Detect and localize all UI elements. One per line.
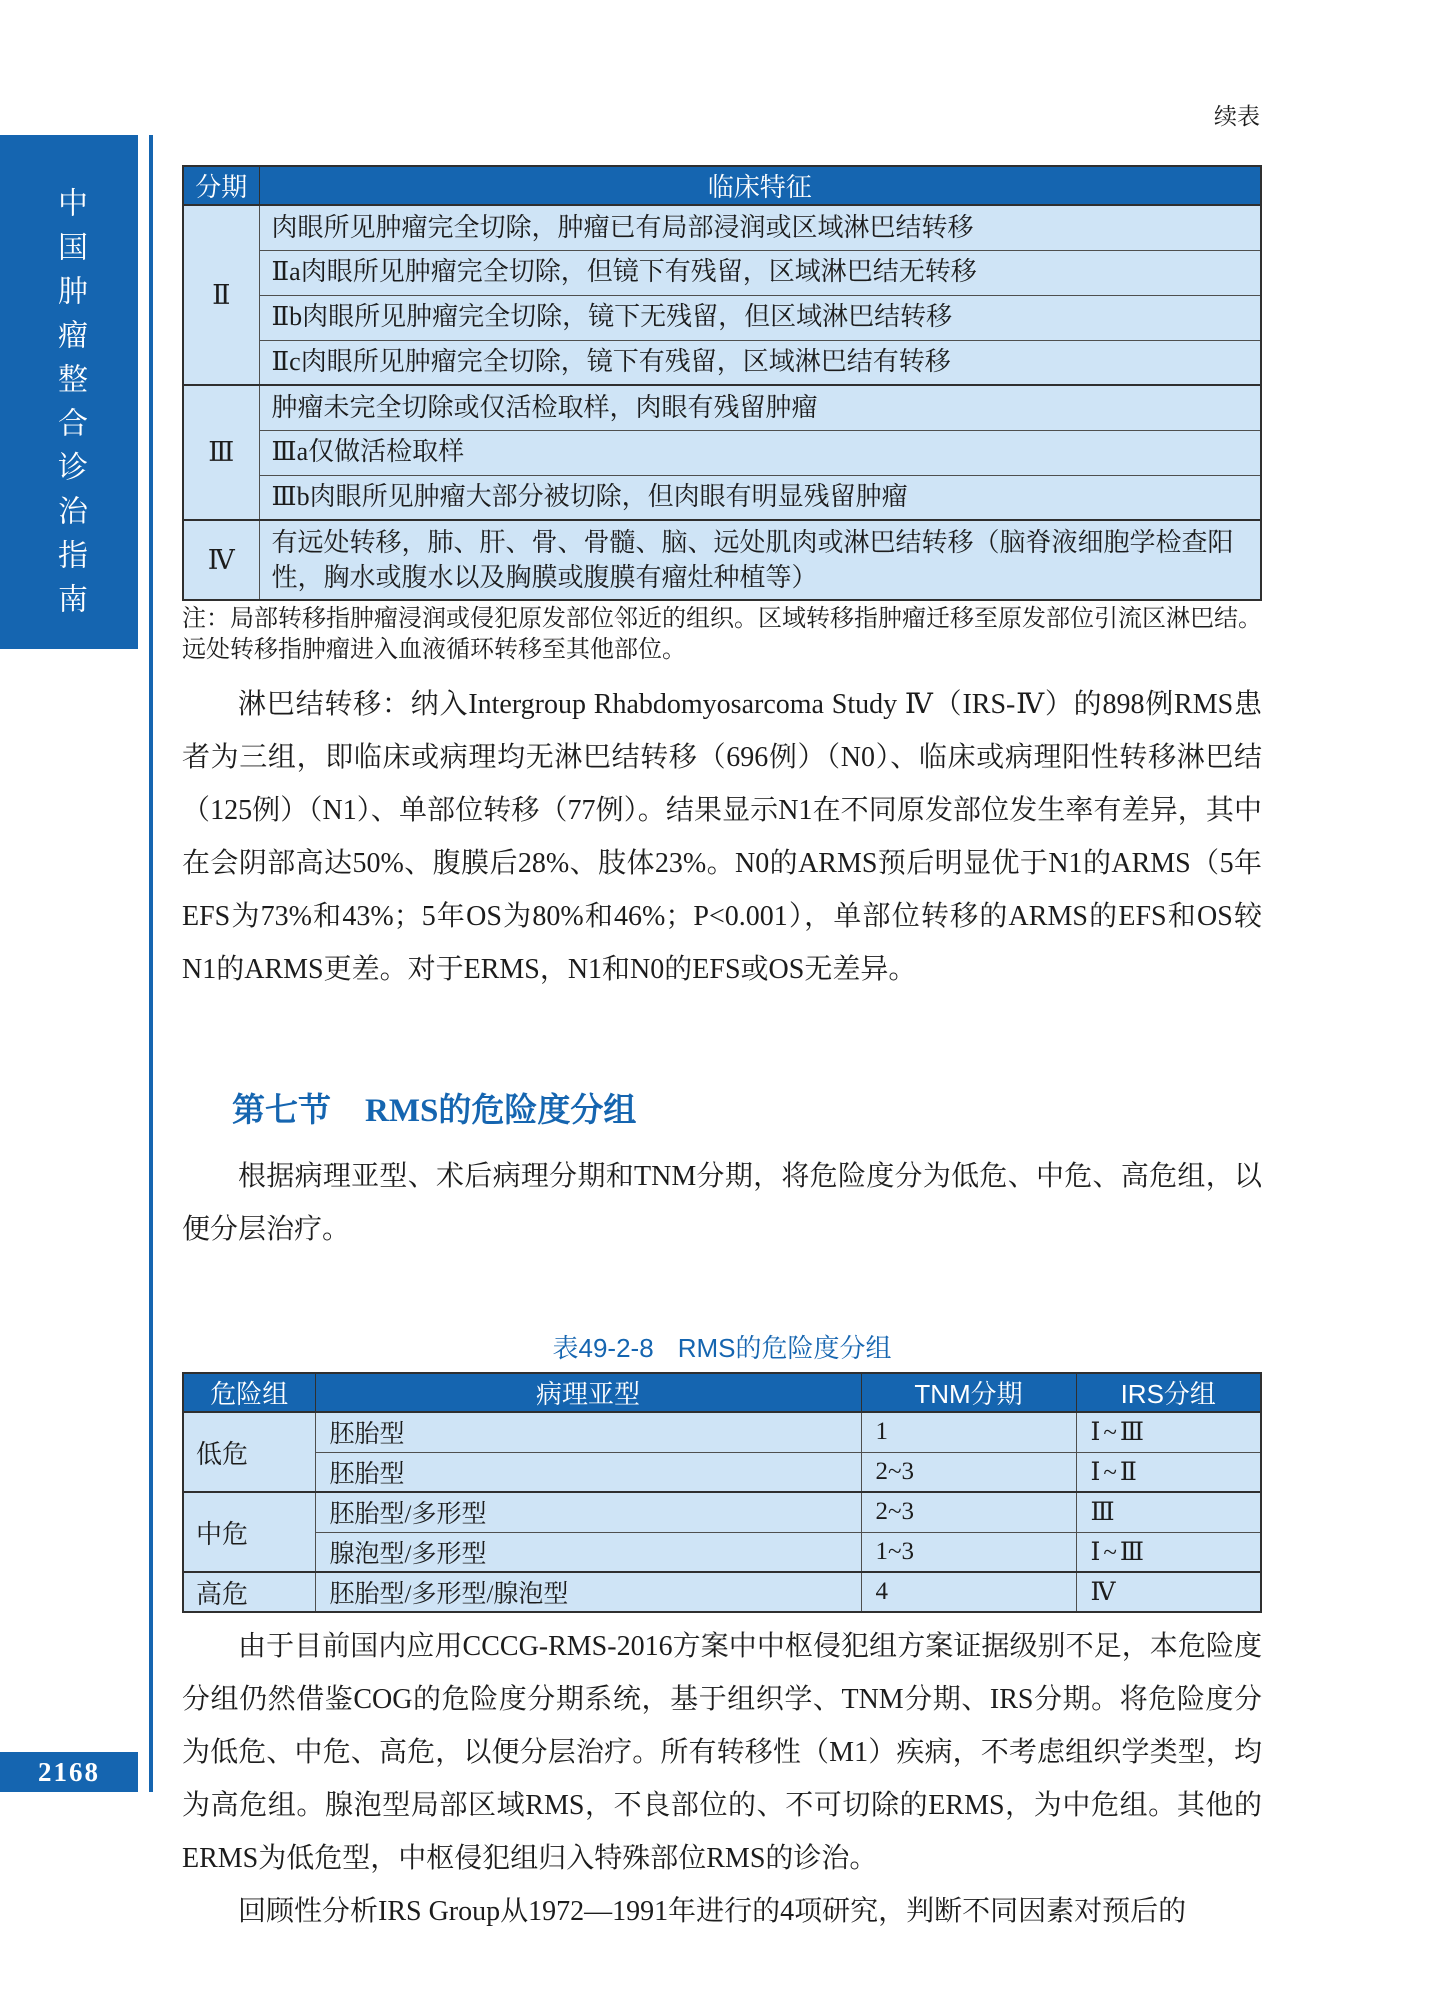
paragraph-risk-grouping-intro: 根据病理亚型、术后病理分期和TNM分期，将危险度分为低危、中危、高危组，以便分层治疗。 <box>182 1161 1262 1245</box>
staging-table-header-stage: 分期 <box>183 166 259 205</box>
table-row <box>183 340 1261 385</box>
irs-cell: Ⅰ~Ⅲ <box>1076 1412 1261 1452</box>
subtype-cell: 腺泡型/多形型 <box>315 1532 861 1572</box>
section-heading <box>232 1084 636 1131</box>
risk-table-header-row <box>183 1373 1261 1412</box>
table-row <box>183 205 1261 250</box>
risk-table <box>182 1372 1262 1613</box>
table-row <box>183 250 1261 295</box>
staging-table-header-row <box>183 166 1261 205</box>
table-row <box>183 1412 1261 1452</box>
irs-cell: Ⅲ <box>1076 1492 1261 1532</box>
feature-cell: Ⅱc肉眼所见肿瘤完全切除，镜下有残留，区域淋巴结有转移 <box>259 340 1261 385</box>
stage-cell: Ⅱ <box>183 205 259 385</box>
staging-table-header-features: 临床特征 <box>259 166 1261 205</box>
table-note: 注：局部转移指肿瘤浸润或侵犯原发部位邻近的组织。区域转移指肿瘤迁移至原发部位引流区淋巴结。远处转移指肿瘤进入血液循环转移至其他部位。 <box>182 606 1262 663</box>
risk-table-caption-title: RMS的危险度分组 <box>677 1333 892 1363</box>
table-row <box>183 430 1261 475</box>
tnm-cell: 1 <box>861 1412 1076 1452</box>
paragraph-risk-grouping-discussion: 由于目前国内应用CCCG-RMS-2016方案中中枢侵犯组方案证据级别不足，本危险度分组仍然借鉴COG的危险度分期系统，基于组织学、TNM分期、IRS分期。将危险度分为低危、中危、高危，以便分层治疗。所有转移性（M1）疾病，不考虑组织学类型，均为高危组。腺泡型局部区域RMS，不良部位的、不可切除的ERMS，为中危组。其他的ERMS为低危型，中枢侵犯组归入特殊部位RMS的诊治。 <box>182 1631 1262 1874</box>
irs-cell: Ⅰ~Ⅲ <box>1076 1532 1261 1572</box>
tnm-cell: 4 <box>861 1572 1076 1612</box>
subtype-cell: 胚胎型 <box>315 1412 861 1452</box>
risk-table-caption <box>182 1328 1262 1365</box>
content-column <box>182 0 1262 2010</box>
subtype-cell: 胚胎型/多形型 <box>315 1492 861 1532</box>
feature-cell: 有远处转移，肺、肝、骨、骨髓、脑、远处肌肉或淋巴结转移（脑脊液细胞学检查阳性，胸水或腹水以及胸膜或腹膜有瘤灶种植等） <box>259 520 1261 600</box>
feature-cell: Ⅱb肉眼所见肿瘤完全切除，镜下无残留，但区域淋巴结转移 <box>259 295 1261 340</box>
continued-table-label: 续表 <box>1214 104 1260 129</box>
paragraph-lymph-node-metastasis: 淋巴结转移：纳入Intergroup Rhabdomyosarcoma Study Ⅳ（IRS-Ⅳ）的898例RMS患者为三组，即临床或病理均无淋巴结转移（696例）（N0）、临床或病理阳性转移淋巴结（125例）（N1）、单部位转移（77例）。结果显示N1在不同原发部位发生率有差异，其中在会阴部高达50%、腹膜后28%、肢体23%。N0的ARMS预后明显优于N1的ARMS（5年EFS为73%和43%；5年OS为80%和46%；P<0.001），单部位转移的ARMS的EFS和OS较N1的ARMS更差。对于ERMS，N1和N0的EFS或OS无差异。 <box>182 689 1262 985</box>
table-row <box>183 295 1261 340</box>
section-title: RMS的危险度分组 <box>365 1093 637 1129</box>
subtype-cell: 胚胎型 <box>315 1452 861 1492</box>
risk-table-header-subtype: 病理亚型 <box>315 1373 861 1412</box>
feature-cell: 肿瘤未完全切除或仅活检取样，肉眼有残留肿瘤 <box>259 385 1261 430</box>
page-number-badge: 2168 <box>0 1752 138 1792</box>
table-row <box>183 1452 1261 1492</box>
feature-cell: Ⅲa仅做活检取样 <box>259 430 1261 475</box>
risk-group-cell: 低危 <box>183 1412 315 1492</box>
risk-table-header-group: 危险组 <box>183 1373 315 1412</box>
sidebar-title-box <box>0 135 138 649</box>
irs-cell: Ⅳ <box>1076 1572 1261 1612</box>
risk-group-cell: 中危 <box>183 1492 315 1572</box>
feature-cell: Ⅱa肉眼所见肿瘤完全切除，但镜下有残留，区域淋巴结无转移 <box>259 250 1261 295</box>
irs-cell: Ⅰ~Ⅱ <box>1076 1452 1261 1492</box>
tnm-cell: 2~3 <box>861 1492 1076 1532</box>
table-row <box>183 1532 1261 1572</box>
tnm-cell: 2~3 <box>861 1452 1076 1492</box>
risk-group-cell: 高危 <box>183 1572 315 1612</box>
stage-cell: Ⅲ <box>183 385 259 520</box>
table-row <box>183 475 1261 520</box>
risk-table-caption-label: 表49-2-8 <box>552 1333 654 1363</box>
sidebar-rule <box>149 135 153 1792</box>
section-number: 第七节 <box>232 1093 331 1129</box>
table-row <box>183 1572 1261 1612</box>
table-row <box>183 385 1261 430</box>
table-row <box>183 1492 1261 1532</box>
paragraph-retrospective-analysis: 回顾性分析IRS Group从1972—1991年进行的4项研究，判断不同因素对预后的 <box>238 1896 1187 1927</box>
subtype-cell: 胚胎型/多形型/腺泡型 <box>315 1572 861 1612</box>
risk-table-header-irs: IRS分组 <box>1076 1373 1261 1412</box>
staging-table <box>182 165 1262 601</box>
tnm-cell: 1~3 <box>861 1532 1076 1572</box>
sidebar-title: 中国肿瘤整合诊治指南 <box>53 187 86 627</box>
table-row <box>183 520 1261 600</box>
feature-cell: 肉眼所见肿瘤完全切除，肿瘤已有局部浸润或区域淋巴结转移 <box>259 205 1261 250</box>
risk-table-header-tnm: TNM分期 <box>861 1373 1076 1412</box>
feature-cell: Ⅲb肉眼所见肿瘤大部分被切除，但肉眼有明显残留肿瘤 <box>259 475 1261 520</box>
stage-cell: Ⅳ <box>183 520 259 600</box>
